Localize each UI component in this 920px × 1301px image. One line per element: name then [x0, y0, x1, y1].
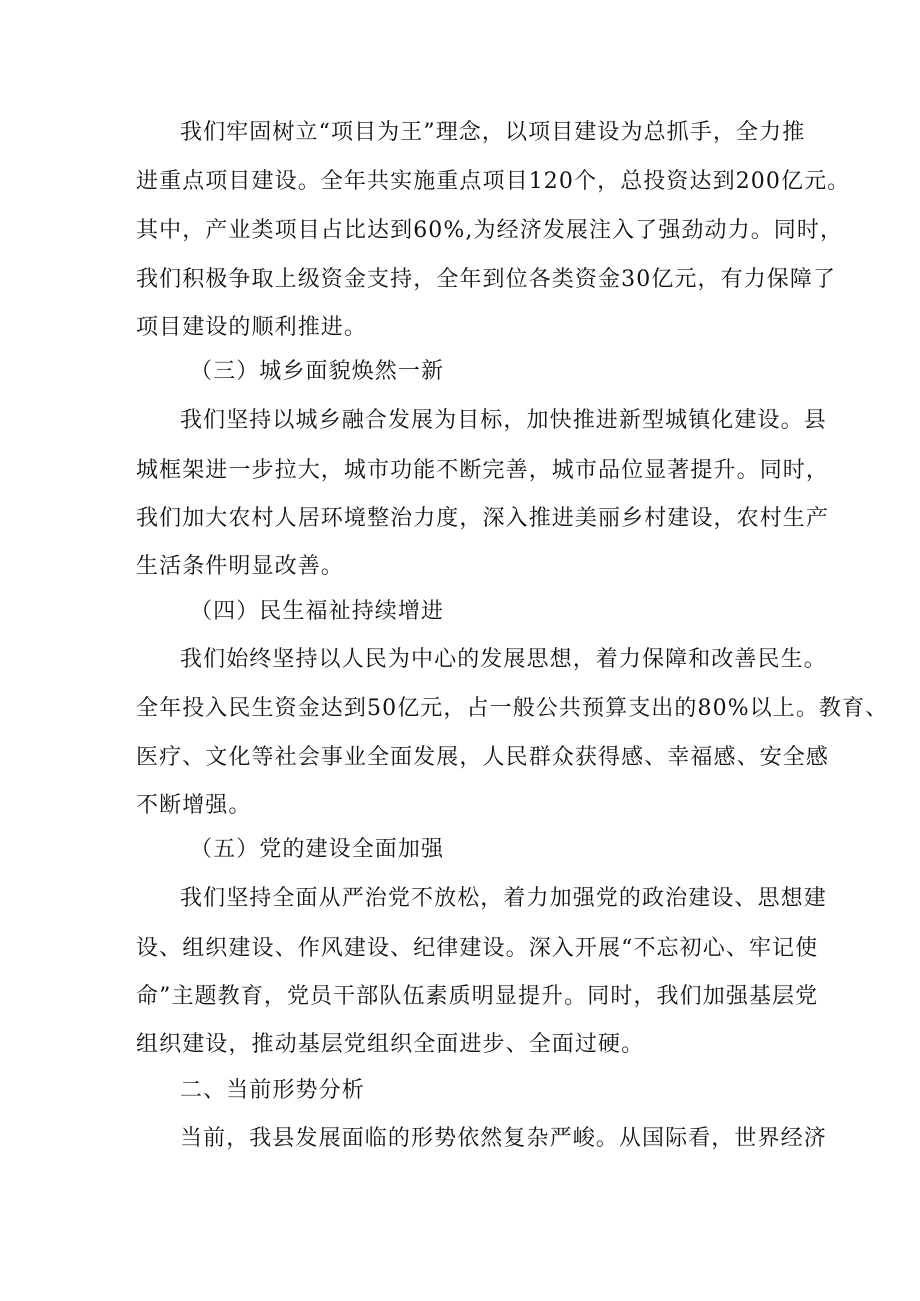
- paragraph-line: 全年投入民生资金达到50亿元，占一般公共预算支出的80%以上。教育、: [136, 696, 889, 721]
- paragraph-line: 其中，产业类项目占比达到60%,为经济发展注入了强劲动力。同时，: [136, 218, 844, 243]
- paragraph-line: 命”主题教育，党员干部队伍素质明显提升。同时，我们加强基层党: [136, 984, 819, 1009]
- paragraph-line: 当前，我县发展面临的形势依然复杂严峻。从国际看，世界经济: [180, 1126, 827, 1151]
- paragraph-line: 我们牢固树立“项目为王”理念，以项目建设为总抓手，全力推: [180, 120, 806, 145]
- paragraph-line: 组织建设，推动基层党组织全面进步、全面过硬。: [136, 1032, 645, 1057]
- paragraph-line: 我们积极争取上级资金支持，全年到位各类资金30亿元，有力保障了: [136, 267, 837, 292]
- paragraph-line: 项目建设的顺利推进。: [136, 315, 368, 340]
- paragraph-line: 生活条件明显改善。: [136, 554, 344, 579]
- section-heading: （四）民生福祉持续增进: [190, 599, 445, 624]
- paragraph-line: 我们坚持以城乡融合发展为目标，加快推进新型城镇化建设。县: [180, 408, 827, 433]
- paragraph-line: 设、组织建设、作风建设、纪律建设。深入开展“不忘初心、牢记使: [136, 936, 819, 961]
- section-heading: （三）城乡面貌焕然一新: [190, 359, 445, 384]
- paragraph-line: 不断增强。: [136, 793, 252, 818]
- section-heading: （五）党的建设全面加强: [190, 837, 445, 862]
- section-heading: 二、当前形势分析: [180, 1078, 365, 1103]
- paragraph-line: 医疗、文化等社会事业全面发展，人民群众获得感、幸福感、安全感: [136, 745, 830, 770]
- paragraph-line: 我们加大农村人居环境整治力度，深入推进美丽乡村建设，农村生产: [136, 506, 830, 531]
- paragraph-line: 城框架进一步拉大，城市功能不断完善，城市品位显著提升。同时，: [136, 458, 830, 483]
- paragraph-line: 我们坚持全面从严治党不放松，着力加强党的政治建设、思想建: [180, 886, 827, 911]
- paragraph-line: 进重点项目建设。全年共实施重点项目120个，总投资达到200亿元。: [136, 169, 851, 194]
- paragraph-line: 我们始终坚持以人民为中心的发展思想，着力保障和改善民生。: [180, 647, 827, 672]
